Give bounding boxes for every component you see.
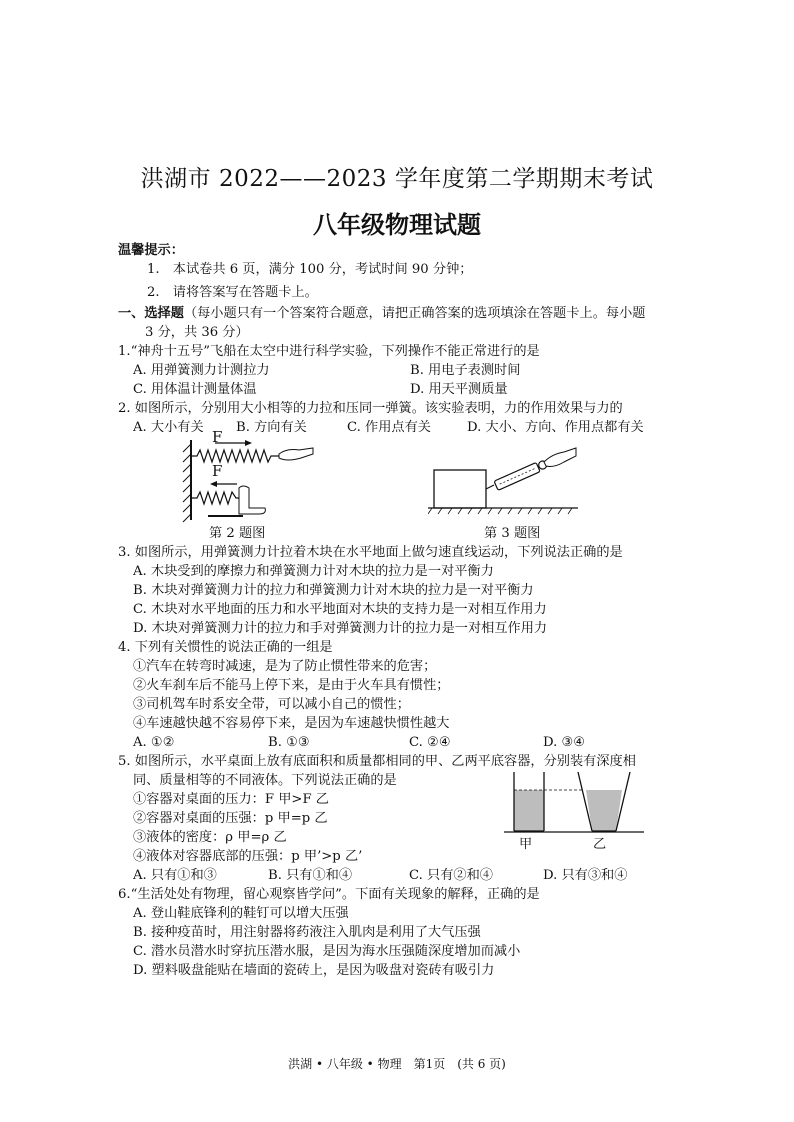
q5-containers-figure	[504, 768, 644, 834]
q3-block-figure	[428, 440, 578, 516]
q4-option-a: A. ①②	[133, 735, 175, 750]
notice-heading: 温馨提示：	[118, 243, 184, 258]
q5-label-yi: 乙	[593, 837, 607, 852]
q5-option-a: A. 只有①和③	[133, 868, 217, 883]
q4-statement-4: ④车速越快越不容易停下来，是因为车速越快惯性越大	[133, 716, 450, 731]
q1-option-c: C. 用体温计测量体温	[133, 382, 257, 397]
q3-stem: 3. 如图所示，用弹簧测力计拉着木块在水平地面上做匀速直线运动，下列说法正确的是	[118, 545, 623, 560]
q6-stem: 6.“生活处处有物理，留心观察皆学问”。下面有关现象的解释，正确的是	[118, 887, 540, 902]
q2-option-d: D. 大小、方向、作用点都有关	[467, 420, 644, 435]
q5-statement-3: ③液体的密度：ρ 甲=ρ 乙	[133, 830, 287, 845]
q5-statement-2: ②容器对桌面的压强：p 甲=p 乙	[133, 811, 328, 826]
q3-option-b: B. 木块对弹簧测力计的拉力和弹簧测力计对木块的拉力是一对平衡力	[133, 583, 534, 598]
q2-spring-figure	[175, 432, 320, 524]
notice-item: 2. 请将答案写在答题卡上。	[147, 285, 318, 300]
q4-stem: 4. 下列有关惯性的说法正确的一组是	[118, 640, 333, 655]
q6-option-b: B. 接种疫苗时，用注射器将药液注入肌肉是利用了大气压强	[133, 925, 481, 940]
q4-option-b: B. ①③	[268, 735, 310, 750]
q4-statement-1: ①汽车在转弯时减速，是为了防止惯性带来的危害；	[133, 659, 437, 674]
q6-option-d: D. 塑料吸盘能贴在墙面的瓷砖上，是因为吸盘对瓷砖有吸引力	[133, 963, 495, 978]
q4-statement-3: ③司机驾车时系安全带，可以减小自己的惯性；	[133, 697, 410, 712]
q1-option-a: A. 用弹簧测力计测拉力	[133, 363, 270, 378]
q6-option-c: C. 潜水员潜水时穿抗压潜水服，是因为海水压强随深度增加而减小	[133, 944, 521, 959]
q3-option-d: D. 木块对弹簧测力计的拉力和手对弹簧测力计的拉力是一对相互作用力	[133, 621, 548, 636]
q4-option-c: C. ②④	[409, 735, 451, 750]
q2-force-label: F	[212, 428, 223, 446]
q5-label-jia: 甲	[519, 837, 533, 852]
q5-option-b: B. 只有①和④	[268, 868, 353, 883]
q2-option-c: C. 作用点有关	[347, 420, 431, 435]
q4-statement-2: ②火车刹车后不能马上停下来，是由于火车具有惯性；	[133, 678, 450, 693]
q1-stem: 1.“神舟十五号”飞船在太空中进行科学实验，下列操作不能正常进行的是	[118, 344, 540, 359]
q2-option-a: A. 大小有关	[133, 420, 204, 435]
q1-option-b: B. 用电子表测时间	[410, 363, 521, 378]
section1-instruction-cont: 3 分，共 36 分）	[145, 325, 249, 340]
q5-statement-1: ①容器对桌面的压力：F 甲>F 乙	[133, 792, 329, 807]
notice-item: 1. 本试卷共 6 页，满分 100 分，考试时间 90 分钟；	[147, 262, 473, 277]
q5-option-d: D. 只有③和④	[543, 868, 628, 883]
q6-option-a: A. 登山鞋底锋利的鞋钉可以增大压强	[133, 906, 349, 921]
q2-figure-caption: 第 2 题图	[209, 526, 266, 541]
q2-stem: 2. 如图所示，分别用大小相等的力拉和压同一弹簧。该实验表明，力的作用效果与力的	[118, 401, 623, 416]
q5-stem-cont: 同、质量相等的不同液体。下列说法正确的是	[133, 773, 397, 788]
q3-figure-caption: 第 3 题图	[484, 526, 541, 541]
q5-option-c: C. 只有②和④	[409, 868, 493, 883]
exam-subtitle: 八年级物理试题	[313, 211, 481, 239]
q2-force-label: F	[212, 462, 223, 480]
section1-heading: 一、选择题	[118, 306, 184, 321]
q5-statement-4: ④液体对容器底部的压强：p 甲’>p 乙’	[133, 849, 363, 864]
q4-option-d: D. ③④	[543, 735, 586, 750]
section1-header	[118, 304, 646, 323]
q1-option-d: D. 用天平测质量	[410, 382, 508, 397]
exam-title: 洪湖市 2022——2023 学年度第二学期期末考试	[140, 166, 654, 192]
page-footer: 洪湖 • 八年级 • 物理 第1页 (共 6 页)	[288, 1057, 506, 1071]
section1-instruction: （每小题只有一个答案符合题意，请把正确答案的选项填涂在答题卡上。每小题	[183, 306, 646, 321]
q5-stem: 5. 如图所示，水平桌面上放有底面积和质量都相同的甲、乙两平底容器，分别装有深度相	[118, 754, 636, 769]
q3-option-c: C. 木块对水平地面的压力和水平地面对木块的支持力是一对相互作用力	[133, 602, 547, 617]
q3-option-a: A. 木块受到的摩擦力和弹簧测力计对木块的拉力是一对平衡力	[133, 564, 494, 579]
q2-option-b: B. 方向有关	[236, 420, 307, 435]
